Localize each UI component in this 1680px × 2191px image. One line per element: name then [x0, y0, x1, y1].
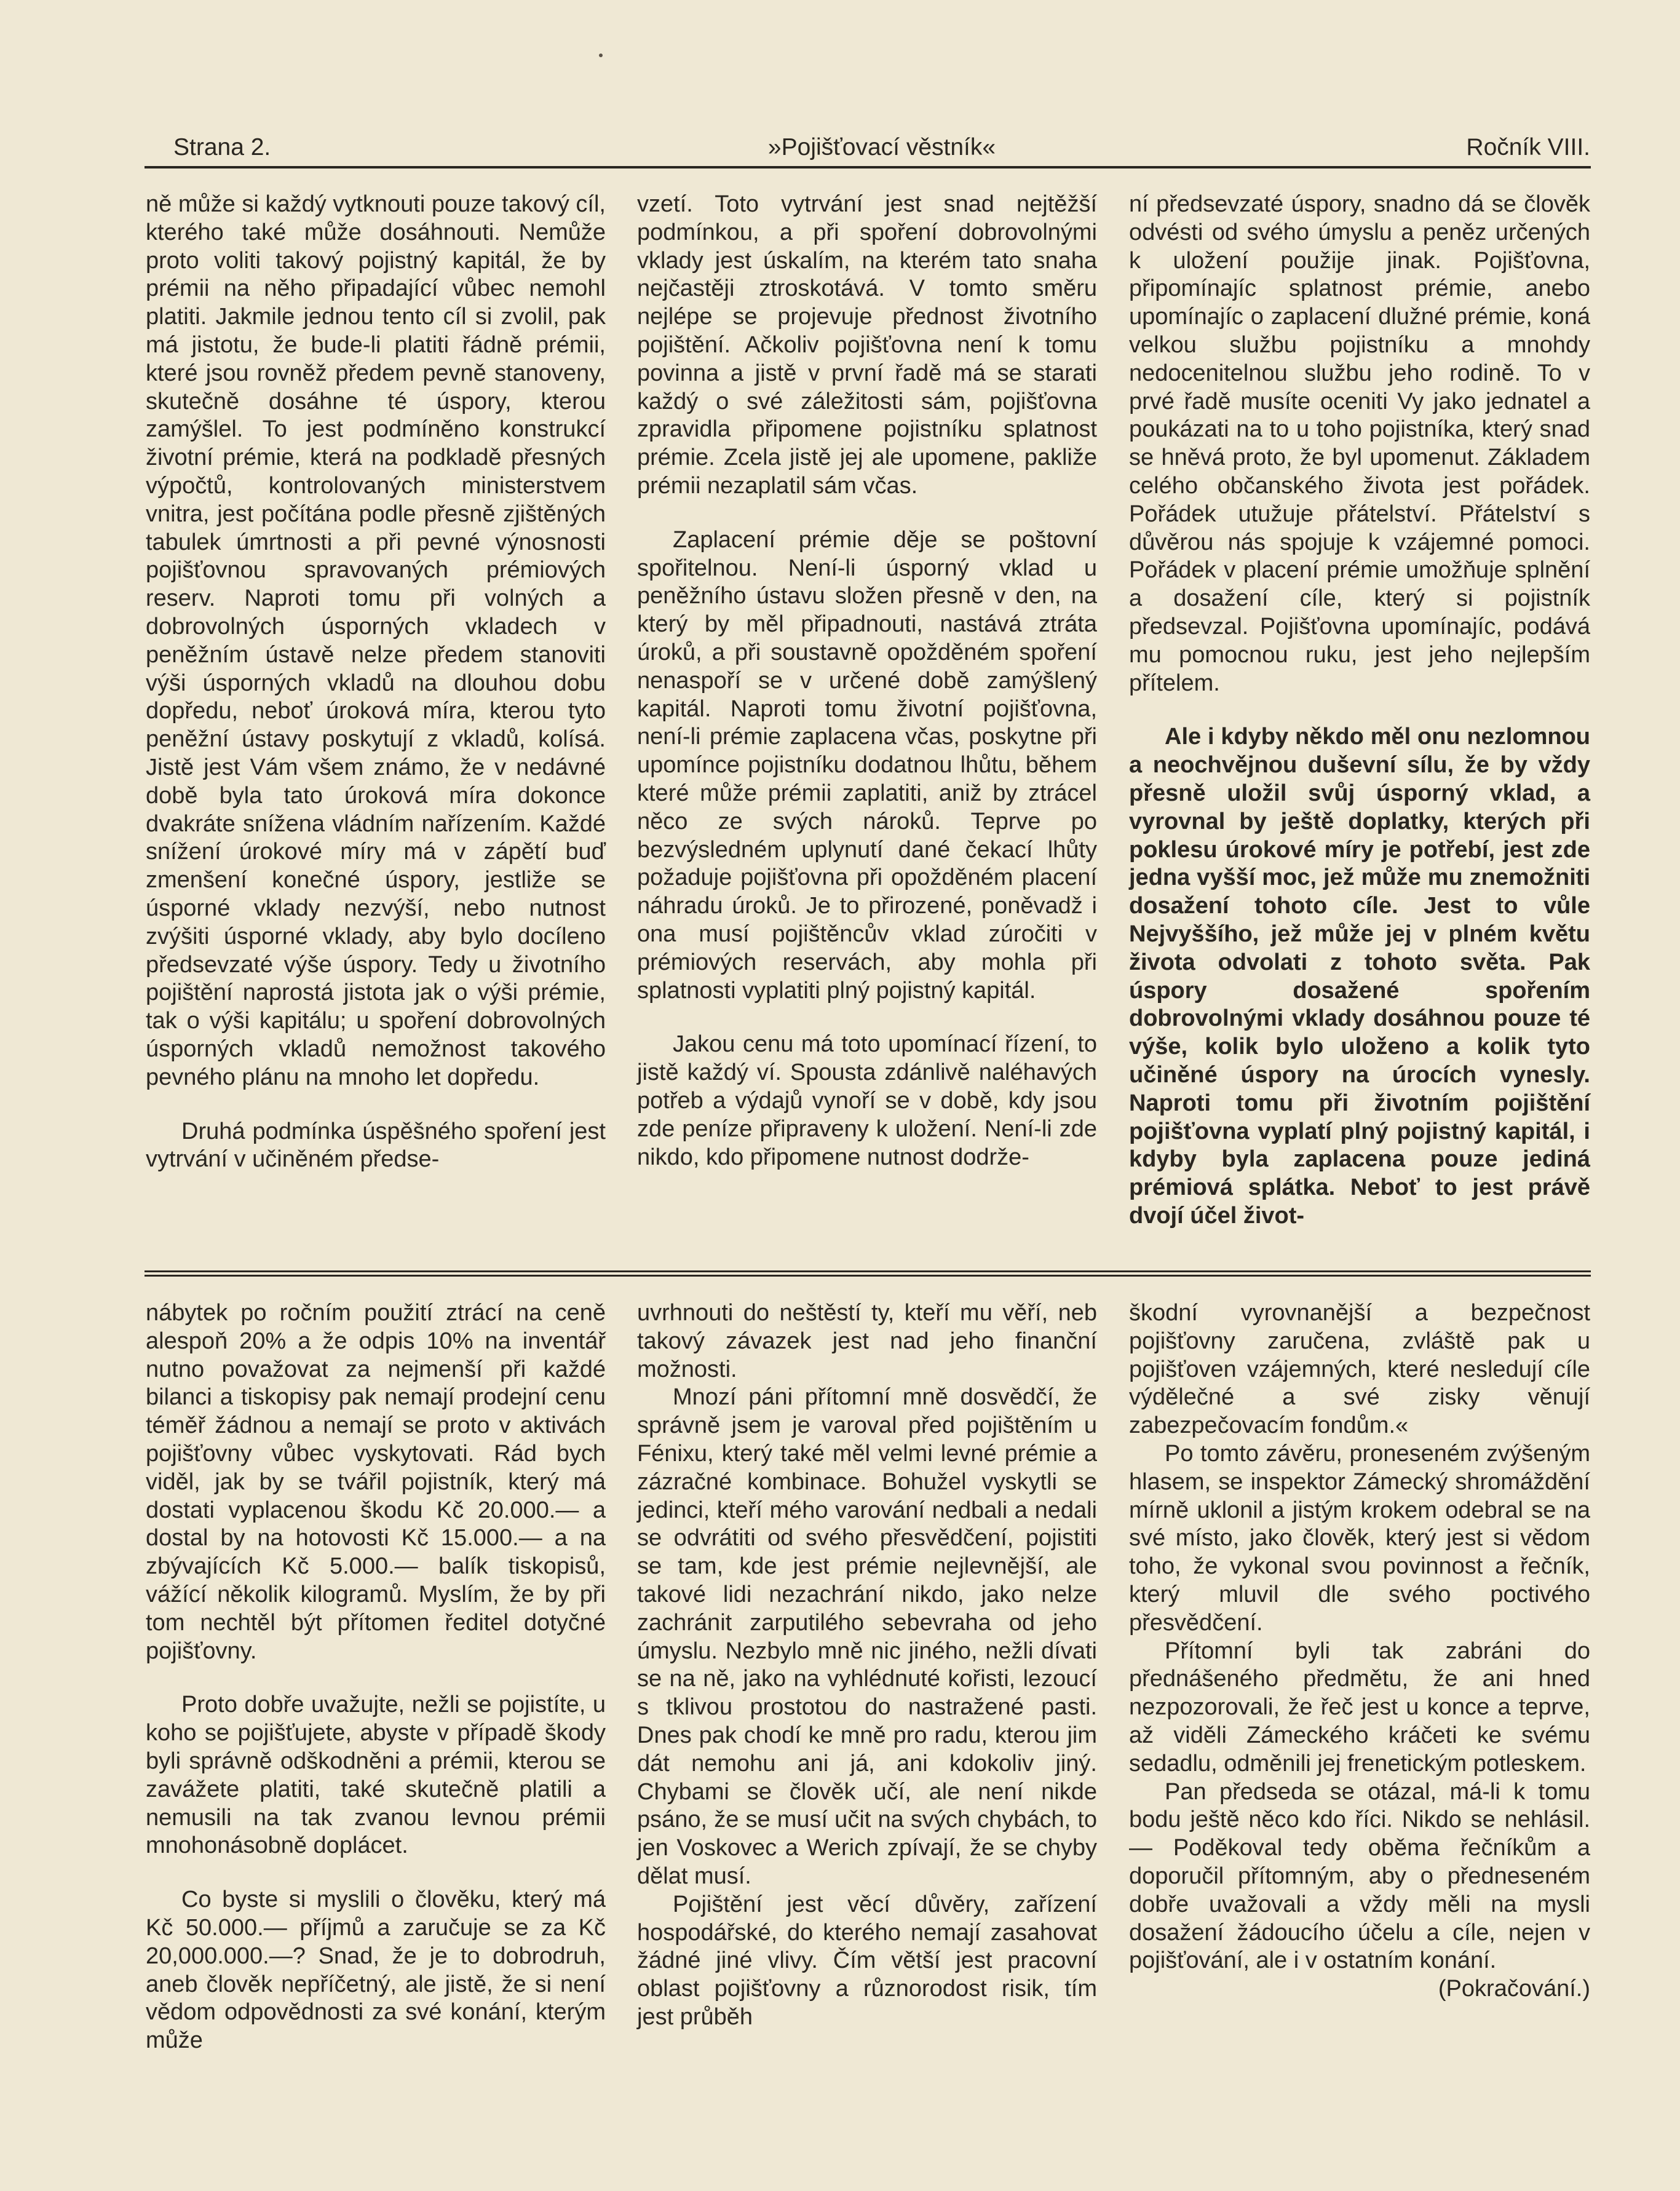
- top-column-2: [637, 191, 1097, 1171]
- bottom-column-3: [1129, 1299, 1590, 2003]
- paragraph: Proto dobře uvažujte, nežli se pojistíte, u koho se pojišťujete, abyste v případě škody byli správně odškodněni a prémii, kterou se zavážete platiti, také skutečně platili a nemusili na tak zvanou levnou prémii mnohonásobně doplácet.: [146, 1692, 606, 1859]
- paragraph: Pan předseda se otázal, má-li k tomu bodu ještě něco kdo říci. Nikdo se nehlásil. — Poděkoval tedy oběma řečníkům a doporučil přítomným, aby o předneseném dobře uvažovali a vždy měli na mysli dosažení žádoucího účelu a cíle, nejen v pojišťování, ale i v ostatním konání.: [1129, 1778, 1590, 1974]
- section-divider: [145, 1275, 1591, 1277]
- paragraph: ní předsevzaté úspory, snadno dá se člověk odvésti od svého úmyslu a peněz určených k uložení použije jinak. Pojišťovna, připomínajíc splatnost prémie, anebo upomínajíc o zaplacení dlužné prémie, koná velkou službu pojistníku a mnohdy nedocenitelnou službu jeho rodině. To v prvé řadě musíte oceniti Vy jako jednatel a poukázati na to u toho pojistníka, který snad se hněvá proto, že byl upomenut. Základem celého občanského života jest pořádek. Pořádek utužuje přátelství. Přátelství s důvěrou nás spojuje k vzájemné pomoci. Pořádek v placení prémie umožňuje splnění a dosažení cíle, který si pojistník předsevzal. Pojišťovna upomínajíc, podává mu pomocnou ruku, jest jeho nejlepším přítelem.: [1129, 191, 1590, 696]
- paragraph: Po tomto závěru, proneseném zvýšeným hlasem, se inspektor Zámecký shromáždění mírně uklonil a jistým krokem odebral se na své místo, jako člověk, který jest si vědom toho, že vykonal svou povinnost a řečník, který mluvil dle svého poctivého přesvědčení.: [1129, 1440, 1590, 1636]
- paragraph: uvrhnouti do neštěstí ty, kteří mu věří, neb takový závazek jest nad jeho finanční možnosti.: [637, 1300, 1097, 1382]
- paragraph: Druhá podmínka úspěšného spoření jest vytrvání v učiněném předse-: [146, 1118, 606, 1173]
- paragraph: Co byste si myslili o člověku, který má Kč 50.000.— příjmů a zaručuje se za Kč 20,000.000.—? Snad, že je to dobrodruh, aneb člověk nepříčetný, ale jistě, že si není vědom odpovědnosti za své konání, kterým může: [146, 1887, 606, 2054]
- publication-title: »Pojišťovací věstník«: [767, 134, 996, 160]
- paragraph: nábytek po ročním použití ztrácí na ceně alespoň 20% a že odpis 10% na inventář nutno považovat za nejmenší při každé bilanci a tiskopisy pak nemají prodejní cenu téměř žádnou a nemají se proto v aktivách pojišťovny vůbec vyskytovati. Rád bych viděl, jak by se tvářil pojistník, který má dostati vyplacenou škodu Kč 20.000.— a dostal by na hotovosti Kč 15.000.— a na zbývajících Kč 5.000.— balík tiskopisů, vážící několik kilogramů. Myslím, že by při tom nechtěl být přítomen ředitel dotyčné pojišťovny.: [146, 1300, 606, 1664]
- continuation-note: (Pokračování.): [1438, 1976, 1590, 2002]
- paragraph: Zaplacení prémie děje se poštovní spořitelnou. Není-li úsporný vklad u peněžního ústavu složen přesně v den, na který by měl připadnouti, nastává ztráta úroků, a při soustavně opožděném spoření nenaspoří se v určené době zamýšlený kapitál. Naproti tomu životní pojišťovna, není-li prémie zaplacena včas, poskytne při upomínce pojistníku dodatnou lhůtu, během které může prémii zaplatiti, aniž by ztrácel něco ze svých nároků. Teprve po bezvýsledném uplynutí dané čekací lhůty požaduje pojišťovna při opožděném placení náhradu úroků. Je to přirozené, poněvadž i ona musí pojištěncův vklad zúročiti v prémiových reservách, aby mohla při splatnosti vyplatiti plný pojistný kapitál.: [637, 526, 1097, 1004]
- top-column-3: [1129, 191, 1590, 1230]
- paragraph: ně může si každý vytknouti pouze takový cíl, kterého také může dosáhnouti. Nemůže proto voliti takový pojistný kapitál, že by prémii na něho připadající vůbec nemohl platiti. Jakmile jednou tento cíl si zvolil, pak má jistotu, že bude-li platiti řádně prémii, které jsou rovněž předem pevně stanoveny, skutečně dosáhne té úspory, kterou zamýšlel. To jest podmíněno konstrukcí životní prémie, která na podkladě přesných výpočtů, kontrolovaných ministerstvem vnitra, jest počítána podle přesně zjištěných tabulek úmrtnosti a při pevné výnosnosti pojišťovnou spravovaných prémiových reserv. Naproti tomu při volných a dobrovolných úsporných vkladech v peněžním ústavě nelze předem stanoviti výši úsporných vkladů na dlouhou dobu dopředu, neboť úroková míra, kterou tyto peněžní ústavy poskytují z vkladů, kolísá. Jistě jest Vám všem známo, že v nedávné době byla tato úroková míra dokonce dvakráte snížena vládním nařízením. Každé snížení úrokové míry má v zápětí buď zmenšení konečné úspory, jestliže se úsporné vklady nezvýší, nebo nutnost zvýšiti úsporné vklady, aby bylo docíleno předsevzaté výše úspory. Tedy u životního pojištění naprostá jistota jak o výši prémie, tak o výši kapitálu; u spoření dobrovolných úsporných vkladů nemožnost takového pevného plánu na mnoho let dopředu.: [146, 191, 606, 1090]
- paragraph-bold: Ale i kdyby někdo měl onu nezlomnou a neochvějnou duševní sílu, že by vždy přesně uložil svůj úsporný vklad, a vyrovnal by ještě doplatky, kterých při poklesu úrokové míry je potřebí, jest zde jedna vyšší moc, jež může mu znemožniti dosažení tohoto cíle. Jest to vůle Nejvyššího, jež může jej v plném květu života odvolati z tohoto světa. Pak úspory dosažené spořením dobrovolnými vklady dosáhnou pouze té výše, kolik bylo uloženo a kolik tyto učiněné úspory na úrocích vynesly. Naproti tomu při životním pojištění pojišťovna vyplatí plný pojistný kapitál, i kdyby byla zaplacena pouze jediná prémiová splátka. Neboť to jest právě dvojí účel život-: [1129, 724, 1590, 1229]
- page-number: Strana 2.: [173, 134, 271, 160]
- paragraph: Pojištění jest věcí důvěry, zařízení hospodářské, do kterého nemají zasahovat žádné jiné vlivy. Čím větší jest pracovní oblast pojišťovny a různorodost risik, tím jest průběh: [637, 1891, 1097, 2030]
- print-speck: [599, 53, 603, 57]
- paragraph: Jakou cenu má toto upomínací řízení, to jistě každý ví. Spousta zdánlivě naléhavých potřeb a výdajů vynoří se v době, kdy jsou zde peníze připraveny k uložení. Není-li zde nikdo, kdo připomene nutnost dodrže-: [637, 1031, 1097, 1170]
- page-header: [173, 130, 1590, 165]
- paragraph: vzetí. Toto vytrvání jest snad nejtěžší podmínkou, a při spoření dobrovolnými vklady jest úskalím, na kterém tato snaha nejčastěji ztroskotává. V tomto směru nejlépe se projevuje přednost životního pojištění. Ačkoliv pojišťovna není k tomu povinna a jistě v první řadě má se starati každý o své záležitosti sám, pojišťovna zpravidla připomene pojistníku splatnost prémie. Zcela jistě jej ale upomene, pakliže prémii nezaplatil sám včas.: [637, 191, 1097, 499]
- header-rule: [145, 166, 1591, 168]
- volume-label: Ročník VIII.: [1466, 134, 1590, 160]
- bottom-column-2: [637, 1299, 1097, 2032]
- top-column-1: [146, 191, 606, 1174]
- section-divider: [145, 1270, 1591, 1272]
- bottom-column-1: [146, 1299, 606, 2055]
- paragraph: Mnozí páni přítomní mně dosvědčí, že správně jsem je varoval před pojištěním u Fénixu, který také měl velmi levné prémie a zázračné kombinace. Bohužel vyskytli se jedinci, kteří mého varování nedbali a nedali se odvrátiti od svého přesvědčení, pojistiti se tam, kde jest prémie nejlevnější, ale takové lidi nezachrání nikdo, jako nelze zachránit zarputilého sebevraha od jeho úmyslu. Nezbylo mně nic jiného, nežli dívati se na ně, jako na vyhlédnuté kořisti, lezoucí s tklivou prostotou do nastražené pasti. Dnes pak chodí ke mně pro radu, kterou jim dát nemohu ani já, ani kdokoliv jiný. Chybami se člověk učí, ale není nikde psáno, že se musí učit na svých chybách, to jen Voskovec a Werich zpívají, že se chyby dělat musí.: [637, 1384, 1097, 1889]
- paragraph: Přítomní byli tak zabráni do přednášeného předmětu, že ani hned nezpozorovali, že řeč jest u konce a teprve, až viděli Zámeckého kráčeti ke svému sedadlu, odměnili jej frenetickým potleskem.: [1129, 1638, 1590, 1777]
- paragraph: škodní vyrovnanější a bezpečnost pojišťovny zaručena, zvláště pak u pojišťoven vzájemných, které nesledují cíle výdělečné a své zisky věnují zabezpečovacím fondům.«: [1129, 1300, 1590, 1439]
